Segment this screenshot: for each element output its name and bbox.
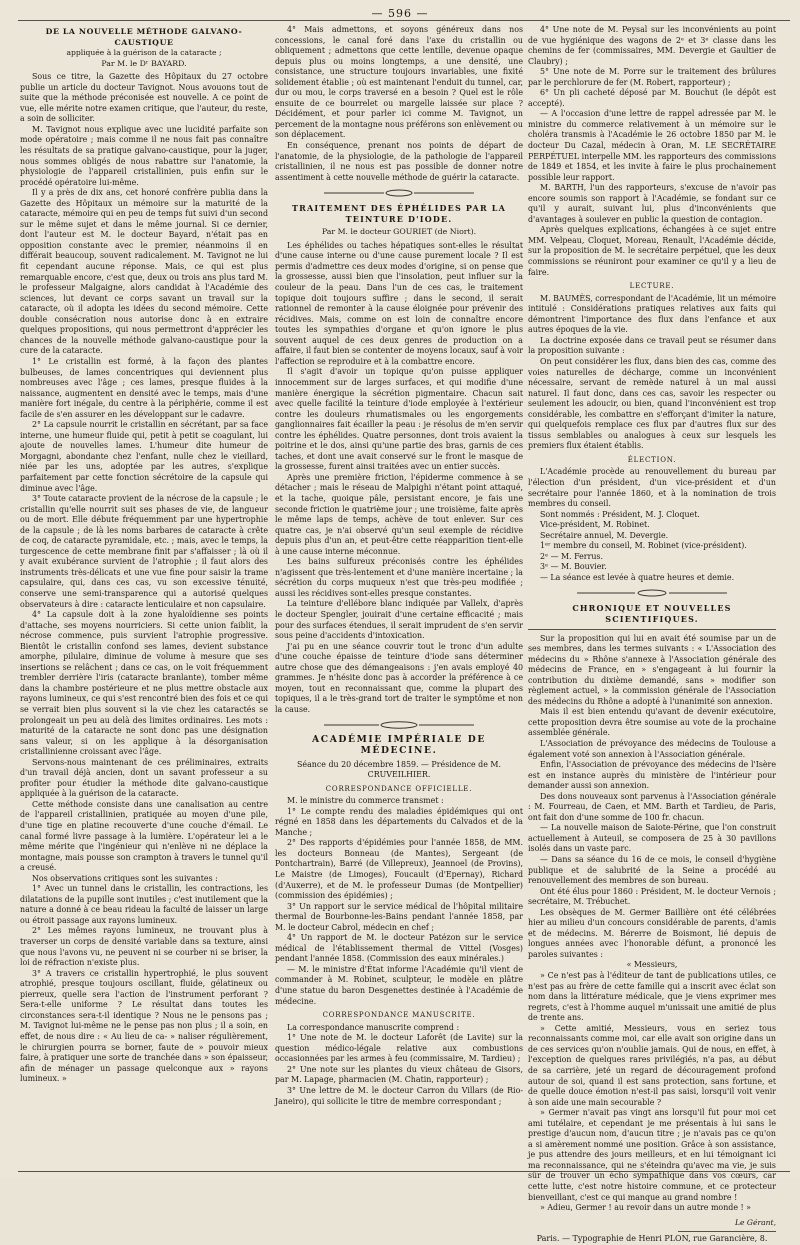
paragraph: On peut considérer les flux, dans bien des cas, comme des voies naturelles de décharge, comme un inconvénient nécessaire, servant de remède naturel à un mal aussi naturel. Il faut donc, dans ces cas, savoir les respecter ou seulement les adoucir, ou bien, quand l'inconvénient est trop considérable, les combattre en s'efforçant d'imiter la nature, qui quelquefois remplace ces flux par d'autres flux sur des tissus semblables ou analogues à ceux sur lesquels les premiers flux étaient établis.: [528, 356, 776, 451]
paragraph: Il s'agit d'avoir un topique qu'on puisse appliquer innocemment sur de larges surfaces, et qui modifie d'une manière énergique la sécrétion pigmentaire. Chacun sait avec quelle facilité la teinture d'iode employée à l'extérieur contre les douleurs rhumatismales ou les engorgements ganglionnaires fait écailler la peau : je résolus de m'en servir contre les éphélides. Quatre personnes, dont trois avaient la poitrine et le dos, ainsi qu'une partie des bras, garnis de ces taches, et dont une avait conservé sur le front le masque de la grossesse, furent ainsi traitées avec un entier succès.: [275, 367, 523, 472]
section-title: CHRONIQUE ET NOUVELLES SCIENTIFIQUES.: [572, 603, 732, 624]
paragraph: 1° Avec un tunnel dans le cristallin, les contractions, les dilatations de la pupille sont inutiles ; c'est inutilement que la nature a donné à ce beau rideau la faculté de laisser un large ou étroit passage aux rayons lumineux.: [20, 884, 268, 925]
paragraph: 4° La capsule doit à la zone hyaloïdienne ses points d'attache, ses moyens nourriciers. Si cette union faiblit, la nécrose commence, puis survient l'atrophie progressive. Bientôt le cristallin confond ses lames, devient substance amorphe, pilulaire, diminue de volume à mesure que ses insertions se relâchent ; dans ce cas, on le voit fréquemment trembler derrière l'iris (cataracte branlante), tomber même dans la chambre postérieure et ne plus mettre obstacle aux rayons lumineux, ce qui s'est rencontré bien des fois et ce qui se verrait bien plus souvent si la vie chez les cataractés se prolongeait un peu au delà des limites ordinaires. Les mots : maturité de la cataracte ne sont donc pas une désignation sans valeur, si on les applique à la désorganisation cristallinienne croissant avec l'âge.: [20, 610, 268, 757]
paragraph: J'ai pu en une séance couvrir tout le tronc d'un adulte d'une couche épaisse de teinture d'iode sans déterminer autre chose que des démangeaisons : j'en avais employé 40 grammes. Je n'hésite donc pas à accorder la préférence à ce moyen, tout en reconnaissant que, comme la plupart des topiques, il a le très-grand tort de traiter le symptôme et non la cause.: [275, 641, 523, 714]
signature: Le Gérant,: [734, 1217, 776, 1227]
paragraph: » Cette amitié, Messieurs, vous en seriez tous reconnaissants comme moi, car elle avait son origine dans un de ces services qu'on n'oublie jamais. Qui de nous, en effet, à l'exception de quelques rares privilégiés, n'a pas, au début de sa carrière, jeté un regard de découragement profond autour de soi, quand il est sans protection, sans fortune, et de quelle douce émotion n'est-il pas saisi, lorsqu'il voit venir à son aide une main secourable ?: [528, 1023, 776, 1107]
top-rule: [18, 20, 790, 21]
paragraph: 2ᵉ — M. Ferrus.: [540, 551, 603, 561]
paragraph: Nos observations critiques sont les suivantes :: [32, 873, 218, 883]
paragraph: 3° Une lettre de M. le docteur Carron du Villars (de Rio-Janeiro), qui sollicite le titre de membre correspondant ;: [275, 1085, 523, 1106]
paragraph: » Ce n'est pas à l'éditeur de tant de publications utiles, ce n'est pas au frère de cette famille qui a inscrit avec éclat son nom dans la littérature médicale, que je viens exprimer mes regrets, c'est à l'homme auquel m'unissait une amitié de plus de trente ans.: [528, 971, 776, 1023]
paragraph: L'Académie procède au renouvellement du bureau par l'élection d'un président, d'un vice-président et d'un secrétaire pour l'année 1860, et à la nomination de trois membres du conseil.: [528, 467, 776, 509]
paragraph: 4° Mais admettons, et soyons généreux dans nos concessions, le canal foré dans l'axe du cristallin ou obliquement ; admettons que cette lentille, devenue opaque depuis plus ou moins longtemps, a une densité, une consistance, une structure toujours invariables, une fixité solidement établie ; où est maintenant l'enduit du tunnel, car, dur ou mou, le corps traversé en a besoin ? Quel est le rôle ensuite de ce bourrelet ou margelle laissée sur place ? Décidément, et pour parler ici comme M. Tavignot, un percement de la montagne nous préférons son enlèvement ou son déplacement.: [275, 25, 523, 140]
paragraph: Des dons nouveaux sont parvenus à l'Association générale : M. Fourreau, de Caen, et MM. Barth et Tardieu, de Paris, ont fait don d'une somme de 100 fr. chacun.: [528, 791, 776, 822]
paragraph: Les obsèques de M. Germer Baillière ont été célébrées hier au milieu d'un concours considérable de parents, d'amis et de médecins. M. Bérerre de Boismont, lié depuis de longues années avec l'honorable défunt, a prononcé les paroles suivantes :: [528, 907, 776, 959]
article-title: DE LA NOUVELLE MÉTHODE GALVANO-CAUSTIQUE: [45, 27, 243, 47]
subsection-title: LECTURE.: [629, 282, 675, 291]
paragraph: En conséquence, prenant nos points de départ de l'anatomie, de la physiologie, de la pathologie de l'appareil cristallinien, il ne nous est pas possible de donner notre assentiment à cette nouvelle méthode de guérir la cataracte.: [275, 141, 523, 182]
paragraph: M. le ministre du commerce transmet :: [287, 796, 444, 806]
paragraph: 3ᵉ — M. Bouvier.: [540, 562, 607, 572]
paragraph: 3° A travers ce cristallin hypertrophié, le plus souvent atrophié, presque toujours oscillant, fluide, gélatineux ou pierreux, quelle sera l'action de l'instrument perforant ? Sera-t-elle uniforme ? Le résultat dans toutes les circonstances sera-t-il identique ? Nous ne le pensons pas ; M. Tavignot lui-même ne le pense pas non plus ; il a soin, en effet, de nous dire : « Au lieu de ca- » naliser régulièrement, le chirurgien pourra se borner, faute de » pouvoir mieux faire, à pratiquer une sorte de tranchée dans » son épaisseur, afin de ménager un passage quelconque aux » rayons lumineux. »: [20, 968, 268, 1084]
paragraph: » Adieu, Germer ! au revoir dans un autre monde ! »: [540, 1203, 752, 1213]
paragraph: Sont nommés : Président, M. J. Cloquet.: [540, 509, 700, 519]
paragraph: Les bains sulfureux préconisés contre les éphélides n'agissent que très-lentement et d'une manière incertaine ; la sécrétion du corps muqueux n'est que très-peu modifiée ; aussi les récidives sont-elles presque constantes.: [275, 557, 523, 598]
ornamental-divider: [577, 589, 727, 597]
paragraph: Ont été élus pour 1860 : Président, M. le docteur Vernois ; secrétaire, M. Trébuchet.: [528, 886, 776, 907]
paragraph: Sous ce titre, la Gazette des Hôpitaux du 27 octobre publie un article du docteur Tavignot. Nous avouons tout de suite que la méthode préconisée est nouvelle. A ce point de vue, elle mérite notre examen critique, que l'auteur, du reste, a soin de solliciter.: [20, 72, 268, 124]
paragraph: 4° Une note de M. Peysal sur les inconvénients au point de vue hygiénique des wagons de 2ᵉ et 3ᵉ classe dans les chemins de fer (commissaires, MM. Devergie et Gaultier de Claubry) ;: [528, 25, 776, 66]
paragraph: 6° Un pli cacheté déposé par M. Bouchut (le dépôt est accepté).: [528, 88, 776, 108]
paragraph: » Germer n'avait pas vingt ans lorsqu'il fut pour moi cet ami tutélaire, et cependant je me présentais à lui sans le prestige d'aucun nom, d'aucun titre ; je n'avais pas ce qu'on a si amèrement nommé une position. Grâce à son assistance, je pus attendre des jours meilleurs, et en lui témoignant ici ma reconnaissance, qui ne s'éteindra qu'avec ma vie, je suis sûr de trouver un écho sympathique dans vos cœurs, car cette lutte, c'est notre histoire commune, et ce protecteur bienveillant, c'est ce qui manque au grand nombre !: [528, 1108, 776, 1202]
subsection-title: CORRESPONDANCE MANUSCRITE.: [322, 1011, 476, 1020]
paragraph: Il y a près de dix ans, cet honoré confrère publia dans la Gazette des Hôpitaux un mémoire sur la maturité de la cataracte, mémoire qui en peu de temps fut suivi d'un second sur le même sujet et dans le même journal. Si ce dernier, dont l'auteur est M. le docteur Bayard, n'était pas en opposition constante avec le premier, néanmoins il en différait beaucoup, souvent radicalement. M. Tavignot ne lui fit cependant aucune réponse. Mais, ce qui est plus remarquable encore, c'est que, deux ou trois ans plus tard M. le professeur Malgaigne, alors candidat à l'Académie des sciences, lut devant ce corps savant un travail sur la cataracte, où il adopta les idées du second mémoire. Cette double consécration nous autorise donc à en extraire quelques propositions, qui nous permettront d'apprécier les chances de la nouvelle méthode galvano-caustique pour la cure de la cataracte.: [20, 188, 268, 356]
paragraph: M. BARTH, l'un des rapporteurs, s'excuse de n'avoir pas encore soumis son rapport à l'Académie, se fondant sur ce qu'il y aurait, suivant lui, plus d'inconvénients que d'avantages à soulever en public la question de contagion.: [528, 183, 776, 224]
paragraph: Les éphélides ou taches hépatiques sont-elles le résultat d'une cause interne ou d'une cause purement locale ? Il est permis d'admettre ces deux modes d'origine, si on pense que la grossesse, aussi bien que l'insolation, peut influer sur la couleur de la peau. Dans l'un de ces cas, le traitement topique doit toujours suffire ; dans le second, il serait rationnel de remonter à la cause éloignée pour prévenir des récidives. Mais, comme on est loin de connaître encore toutes les sympathies d'organe et qu'on ignore le plus souvent auquel de ces deux genres de production on a affaire, il faut bien se contenter de moyens locaux, sauf à voir l'affection se reproduire et à la combattre encore.: [275, 240, 523, 366]
section-title: ACADÉMIE IMPÉRIALE DE MÉDECINE.: [312, 734, 486, 756]
footer-rule: [678, 1231, 776, 1232]
paragraph: M. BAUMÈS, correspondant de l'Académie, lit un mémoire intitulé : Considérations pratiques relatives aux faits qui démontrent l'importance des flux dans l'enfance et aux autres époques de la vie.: [528, 293, 776, 335]
session-line: Séance du 20 décembre 1859. — Présidence de M. CRUVEILHIER.: [297, 759, 501, 780]
page-number: — 596 —: [371, 7, 429, 20]
paragraph: M. Tavignot nous explique avec une lucidité parfaite son mode opératoire ; mais comme il ne nous fait pas connaître les résultats de sa pratique galvano-caustique, pour la juger, nous sommes obligés de nous rabattre sur l'anatomie, la physiologie de l'appareil cristallinien, puis enfin sur le procédé opératoire lui-même.: [20, 124, 268, 187]
paragraph: 2° Des rapports d'épidémies pour l'année 1858, de MM. les docteurs Bonneau (de Mantes), Sergeant (de Pontchartrain), Barré (de Villepreux), Jeannoel (de Provins), Le Maistre (de Limoges), Foucault (d'Epernay), Richard (d'Auxerre), et de M. le professeur Dumas (de Montpellier) (commission des épidémies) ;: [275, 838, 523, 901]
paragraph: La teinture d'ellébore blanc indiquée par Vallelx, d'après le docteur Spengler, jouirait d'une certaine efficacité ; mais pour des surfaces étendues, il serait imprudent de s'en servir sous peine d'accidents d'intoxication.: [275, 599, 523, 641]
paragraph: La doctrine exposée dans ce travail peut se résumer dans la proposition suivante :: [528, 335, 776, 356]
paragraph: 2° Les mêmes rayons lumineux, ne trouvant plus à traverser un corps de densité variable dans sa texture, ainsi que nous l'avons vu, ne peuvent ni se courber ni se briser, la loi de réfraction n'existe plus.: [20, 926, 268, 968]
column-1: [20, 25, 268, 1165]
paragraph: Cette méthode consiste dans une canalisation au centre de l'appareil cristallinien, pratiquée au moyen d'une pile, d'une tige en platine recouverte d'une couche d'émail. Le canal formé livre passage à la lumière. L'opérateur lei a le même mérite que l'ingénieur qui n'enlève ni ne déplace la montagne, mais pousse son crampton à travers le tunnel qu'il a creusé.: [20, 799, 268, 873]
column-2: [275, 25, 523, 1165]
paragraph: — A l'occasion d'une lettre de rappel adressée par M. le ministre du commerce relativement à un mémoire sur le choléra transmis à l'Académie le 26 octobre 1850 par M. le docteur Du Cazal, médecin à Oran, M. LE SECRÉTAIRE PERPÉTUEL interpelle MM. les rapporteurs des commissions de 1849 et 1854, et les invite à faire le plus prochainement possible leur rapport.: [528, 109, 776, 182]
paragraph: 5° Une note de M. Porre sur le traitement des brûlures par le perchlorure de fer (M. Robert, rapporteur) ;: [528, 67, 776, 87]
paragraph: 1° Une note de M. le docteur Laforêt (de Lavite) sur la question médico-légale relative aux combustions occasionnées par les armes à feu (commissaire, M. Tardieu) ;: [275, 1033, 523, 1064]
paragraph: 2° La capsule nourrit le cristallin en sécrétant, par sa face interne, une humeur fluide qui, petit à petit se coagulant, lui ajoute de nouvelles lames. L'humeur dite humeur de Morgagni, abondante chez l'enfant, nulle chez le vieillard, niée par les uns, adoptée par les autres, s'explique parfaitement par cette fonction sécrétoire de la capsule qui diminue avec l'âge.: [20, 420, 268, 493]
paragraph: Secrétaire annuel, M. Devergie.: [540, 530, 669, 540]
subsection-title: ÉLECTION.: [627, 455, 677, 464]
paragraph: Après une première friction, l'épiderme commence à se détacher ; mais le réseau de Malpighi n'étant point attaqué, et la tache, quoique pâle, persistant encore, je fais une seconde friction le quatrième jour ; une troisième, faite après le même laps de temps, achève de tout enlever. Sur ces quatre cas, je n'ai observé qu'un seul exemple de récidive depuis plus d'un an, et peut-être cette réapparition tient-elle à une cause interne méconnue.: [275, 472, 523, 556]
paragraph: Sur la proposition qui lui en avait été soumise par un de ses membres, dans les termes suivants : « L'Association des médecins du » Rhône s'annexe à l'Association générale des médecins de France, en » s'engageant à lui fournir la contribution du dixième demandé, sans » modifier son règlement actuel, » la commission générale de l'Association des médecins du Rhône a adopté à l'unanimité son annexion.: [528, 633, 776, 706]
paragraph: Après quelques explications, échangées à ce sujet entre MM. Velpeau, Cloquet, Moreau, Renault, l'Académie décide, sur la proposition de M. le secrétaire perpétuel, que les deux commissions se réuniront pour examiner ce qu'il y a lieu de faire.: [528, 225, 776, 277]
ornamental-divider: [324, 721, 474, 729]
paragraph: — La nouvelle maison de Saiote-Périne, que l'on construit actuellement à Auteuil, se composera de 25 à 30 pavillons isolés dans un vaste parc.: [528, 823, 776, 854]
paragraph: 3° Toute cataracte provient de la nécrose de la capsule ; le cristallin qu'elle nourrit suit ses phases de vie, de langueur ou de mort. Elle débute fréquemment par une hypertrophie de la capsule ; de là les noms barbares de cataracte à crête de coq, de cataracte pyramidale, etc. ; mais, avec le temps, la turgescence de cette membrane finit par s'affaisser ; là où il y avait exubérance survient de l'atrophie ; il faut alors des instruments très-délicats et une vue fine pour saisir la trame capsulaire, qui, dans ces cas, vu son excessive ténuité, conserve une semi-transparence qui a autorisé quelques observateurs à dire : cataracte lenticulaire et non capsulaire.: [20, 494, 268, 609]
paragraph: Mais il est bien entendu qu'avant de devenir exécutoire, cette proposition devra être soumise au vote de la prochaine assemblée générale.: [528, 707, 776, 738]
paragraph: 2° Une note sur les plantes du vieux château de Gisors, par M. Lapage, pharmacien (M. Chatin, rapporteur) ;: [275, 1064, 523, 1085]
paragraph: 1ᵉʳ membre du conseil, M. Robinet (vice-président).: [540, 541, 747, 551]
paragraph: « Messieurs,: [626, 960, 678, 970]
paragraph: 4° Un rapport de M. le docteur Patézon sur le service médical de l'établissement thermal de Vittel (Vosges) pendant l'année 1858. (Commission des eaux minérales.): [275, 933, 523, 964]
article-author: Par M. le docteur GOURIET (de Niort).: [321, 227, 477, 237]
bottom-rule: [18, 1171, 790, 1172]
printer-footer: Paris. — Typographie de Henri PLON, rue Garancière, 8.: [536, 1234, 768, 1244]
article-title: TRAITEMENT DES ÉPHÉLIDES PAR LA TEINTURE D'IODE.: [291, 203, 507, 224]
paragraph: — Dans sa séance du 16 de ce mois, le conseil d'hygiène publique et de salubrité de la Seine a procédé au renouvellement des membres de son bureau.: [528, 855, 776, 886]
subsection-title: CORRESPONDANCE OFFICIELLE.: [325, 784, 473, 793]
ornamental-divider: [324, 189, 474, 197]
paragraph: 1° Le cristallin est formé, à la façon des plantes bulbeuses, de lames concentriques qui deviennent plus nombreuses avec l'âge ; ces lames, presque fluides à la naissance, augmentent en densité avec le temps, mais d'une manière fort inégale, du centre à la périphérie, comme il est facile de s'en assurer en les développant sur le cadavre.: [20, 356, 268, 419]
paragraph: 1° Le compte rendu des maladies épidémiques qui ont régné en 1858 dans les départements du Calvados et de la Manche ;: [275, 806, 523, 837]
section-rule: [528, 629, 776, 630]
paragraph: — La séance est levée à quatre heures et demie.: [540, 572, 735, 582]
paragraph: La correspondance manuscrite comprend :: [287, 1022, 460, 1032]
column-3: [528, 25, 776, 1244]
paragraph: Vice-président, M. Robinet.: [540, 520, 650, 530]
article-subtitle: appliquée à la guérison de la cataracte ;: [66, 48, 222, 58]
paragraph: 3° Un rapport sur le service médical de l'hôpital militaire thermal de Bourbonne-les-Bains pendant l'année 1858, par M. le docteur Cabrol, médecin en chef ;: [275, 901, 523, 932]
paragraph: Servons-nous maintenant de ces préliminaires, extraits d'un travail déjà ancien, dont un savant professeur a su profiter pour étudier la méthode dite galvano-caustique appliquée à la guérison de la cataracte.: [20, 757, 268, 799]
paragraph: L'Association de prévoyance des médecins de Toulouse a également voté son annexion à l'Association générale.: [528, 739, 776, 759]
article-author: Par M. le Dʳ BAYARD.: [101, 58, 187, 68]
paragraph: Enfin, l'Association de prévoyance des médecins de l'Isère est en instance auprès du ministère de l'intérieur pour demander aussi son annexion.: [528, 760, 776, 791]
paragraph: — M. le ministre d'État informe l'Académie qu'il vient de commander à M. Robinet, sculpteur, le modèle en plâtre d'une statue du baron Desgenettes destinée à l'Académie de médecine.: [275, 964, 523, 1006]
